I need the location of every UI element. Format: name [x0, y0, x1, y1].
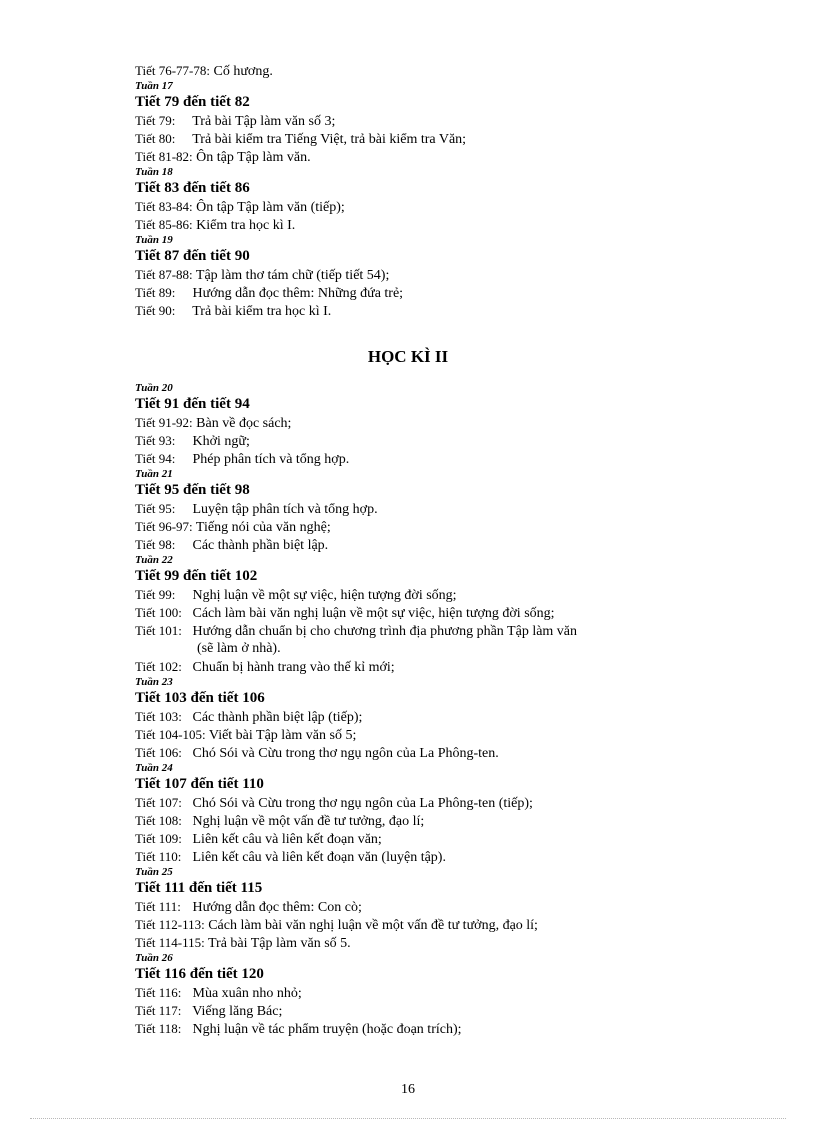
- week-label: Tuần 25: [135, 866, 173, 878]
- lesson-title: Ôn tập Tập làm văn (tiếp);: [192, 200, 345, 215]
- lesson-title: Kiểm tra học kì I.: [192, 218, 296, 233]
- lesson-title: Viếng lăng Bác;: [189, 1004, 283, 1019]
- lesson-number: Tiết 103:: [135, 709, 182, 724]
- lesson-entry: [135, 266, 695, 284]
- lesson-title: Trả bài kiểm tra Tiếng Việt, trả bài kiểm tra Văn;: [189, 132, 467, 147]
- lesson-number: Tiết 89:: [135, 285, 176, 300]
- lesson-entry: [135, 622, 695, 640]
- lesson-number: Tiết 95:: [135, 501, 176, 516]
- lesson-entry: [135, 302, 695, 320]
- lesson-entry: [135, 658, 695, 676]
- lesson-entry: [135, 518, 695, 536]
- lesson-title: Trả bài kiểm tra học kì I.: [189, 304, 332, 319]
- lesson-entry: [135, 112, 695, 130]
- lesson-range-heading: Tiết 103 đến tiết 106: [135, 690, 265, 706]
- week-label: Tuần 19: [135, 234, 173, 246]
- lesson-number: Tiết 76-77-78:: [135, 63, 210, 78]
- lesson-number: Tiết 83-84:: [135, 199, 193, 214]
- lesson-range-heading: Tiết 99 đến tiết 102: [135, 568, 258, 584]
- lesson-number: Tiết 87-88:: [135, 267, 193, 282]
- lesson-title: Cố hương.: [210, 64, 273, 79]
- lesson-entry: [135, 450, 695, 468]
- syllabus-block-semester-2: [135, 382, 695, 1038]
- lesson-number: Tiết 85-86:: [135, 217, 193, 232]
- lesson-entry: [135, 586, 695, 604]
- lesson-entry: [135, 500, 695, 518]
- lesson-title: Liên kết câu và liên kết đoạn văn;: [189, 832, 382, 847]
- lesson-title: Viết bài Tập làm văn số 5;: [205, 728, 357, 743]
- lesson-number: Tiết 98:: [135, 537, 176, 552]
- lesson-number: Tiết 94:: [135, 451, 176, 466]
- lesson-entry: [135, 744, 695, 762]
- week-label: Tuần 18: [135, 166, 173, 178]
- lesson-range-heading: Tiết 87 đến tiết 90: [135, 248, 250, 264]
- lesson-number: Tiết 91-92:: [135, 415, 193, 430]
- lesson-title: Cách làm bài văn nghị luận về một vấn đề tư tưởng, đạo lí;: [204, 918, 538, 933]
- lesson-title: Tiếng nói của văn nghệ;: [192, 520, 331, 535]
- week-label: Tuần 26: [135, 952, 173, 964]
- lesson-entry: [135, 916, 695, 934]
- lesson-range-heading: Tiết 116 đến tiết 120: [135, 966, 264, 982]
- lesson-number: Tiết 104-105:: [135, 727, 206, 742]
- lesson-title: Cách làm bài văn nghị luận về một sự việc, hiện tượng đời sống;: [189, 606, 555, 621]
- lesson-number: Tiết 118:: [135, 1021, 182, 1036]
- lesson-title: Chó Sói và Cừu trong thơ ngụ ngôn của La Phông-ten.: [189, 746, 499, 761]
- lesson-title: Trả bài Tập làm văn số 5.: [204, 936, 351, 951]
- lesson-title: Luyện tập phân tích và tổng hợp.: [189, 502, 378, 517]
- week-label: Tuần 21: [135, 468, 173, 480]
- week-label: Tuần 17: [135, 80, 173, 92]
- lesson-title: Chó Sói và Cừu trong thơ ngụ ngôn của La Phông-ten (tiếp);: [189, 796, 533, 811]
- lesson-title: Hướng dẫn đọc thêm: Những đứa trẻ;: [189, 286, 404, 301]
- lesson-entry: [135, 1020, 695, 1038]
- lesson-title: Khởi ngữ;: [189, 434, 250, 449]
- lesson-continuation: (sẽ làm ở nhà).: [197, 641, 281, 656]
- lesson-entry: [135, 130, 695, 148]
- week-label: Tuần 22: [135, 554, 173, 566]
- lesson-number: Tiết 80:: [135, 131, 176, 146]
- lesson-range-heading: Tiết 91 đến tiết 94: [135, 396, 250, 412]
- lesson-entry: [135, 794, 695, 812]
- lesson-title: Nghị luận về tác phẩm truyện (hoặc đoạn trích);: [189, 1022, 462, 1037]
- lesson-number: Tiết 101:: [135, 623, 182, 638]
- lesson-title: Phép phân tích và tổng hợp.: [189, 452, 350, 467]
- lesson-number: Tiết 110:: [135, 849, 182, 864]
- lesson-number: Tiết 111:: [135, 899, 181, 914]
- lesson-entry: [135, 432, 695, 450]
- page-number: 16: [401, 1082, 415, 1097]
- lesson-title: Trả bài Tập làm văn số 3;: [189, 114, 336, 129]
- lesson-number: Tiết 117:: [135, 1003, 182, 1018]
- lesson-number: Tiết 100:: [135, 605, 182, 620]
- lesson-number: Tiết 109:: [135, 831, 182, 846]
- lesson-title: Nghị luận về một vấn đề tư tưởng, đạo lí;: [189, 814, 425, 829]
- lesson-range-heading: Tiết 83 đến tiết 86: [135, 180, 250, 196]
- lesson-title: Các thành phần biệt lập.: [189, 538, 329, 553]
- lesson-title: Chuẩn bị hành trang vào thế kỉ mới;: [189, 660, 395, 675]
- lesson-number: Tiết 108:: [135, 813, 182, 828]
- lesson-entry: [135, 198, 695, 216]
- lesson-title: Bàn về đọc sách;: [192, 416, 292, 431]
- lesson-number: Tiết 90:: [135, 303, 176, 318]
- lesson-number: Tiết 102:: [135, 659, 182, 674]
- lesson-title: Hướng dẫn chuẩn bị cho chương trình địa phương phần Tập làm văn: [189, 624, 578, 639]
- lesson-number: Tiết 79:: [135, 113, 176, 128]
- lesson-title: Hướng dẫn đọc thêm: Con cò;: [189, 900, 362, 915]
- lesson-number: Tiết 112-113:: [135, 917, 205, 932]
- lesson-entry: [135, 848, 695, 866]
- syllabus-block-semester-1: [135, 62, 695, 320]
- week-label: Tuần 20: [135, 382, 173, 394]
- lesson-entry: [135, 284, 695, 302]
- lesson-range-heading: Tiết 111 đến tiết 115: [135, 880, 263, 896]
- lesson-number: Tiết 99:: [135, 587, 176, 602]
- lesson-title: Các thành phần biệt lập (tiếp);: [189, 710, 363, 725]
- lesson-title: Ôn tập Tập làm văn.: [192, 150, 311, 165]
- footer-divider: [30, 1118, 786, 1119]
- lesson-number: Tiết 93:: [135, 433, 176, 448]
- lesson-entry: [135, 216, 695, 234]
- lesson-number: Tiết 81-82:: [135, 149, 193, 164]
- lesson-entry: [135, 984, 695, 1002]
- lesson-entry: [135, 148, 695, 166]
- semester-heading: HỌC KÌ II: [367, 347, 449, 366]
- lesson-number: Tiết 106:: [135, 745, 182, 760]
- lesson-range-heading: Tiết 79 đến tiết 82: [135, 94, 250, 110]
- lesson-entry: [135, 726, 695, 744]
- lesson-title: Mùa xuân nho nhỏ;: [189, 986, 302, 1001]
- lesson-entry: [135, 830, 695, 848]
- lesson-number: Tiết 114-115:: [135, 935, 205, 950]
- lesson-entry: [135, 708, 695, 726]
- lesson-range-heading: Tiết 107 đến tiết 110: [135, 776, 264, 792]
- lesson-entry: [135, 934, 695, 952]
- lesson-range-heading: Tiết 95 đến tiết 98: [135, 482, 250, 498]
- lesson-entry: [135, 536, 695, 554]
- lesson-number: Tiết 107:: [135, 795, 182, 810]
- lesson-title: Tập làm thơ tám chữ (tiếp tiết 54);: [192, 268, 390, 283]
- week-label: Tuần 24: [135, 762, 173, 774]
- week-label: Tuần 23: [135, 676, 173, 688]
- lesson-number: Tiết 116:: [135, 985, 182, 1000]
- lesson-title: Liên kết câu và liên kết đoạn văn (luyện tập).: [189, 850, 446, 865]
- lesson-entry: [135, 812, 695, 830]
- lesson-entry: [135, 1002, 695, 1020]
- lesson-title: Nghị luận về một sự việc, hiện tượng đời sống;: [189, 588, 457, 603]
- lesson-entry: [135, 604, 695, 622]
- lesson-entry: [135, 62, 695, 80]
- lesson-number: Tiết 96-97:: [135, 519, 193, 534]
- lesson-entry: [135, 898, 695, 916]
- lesson-entry: [135, 414, 695, 432]
